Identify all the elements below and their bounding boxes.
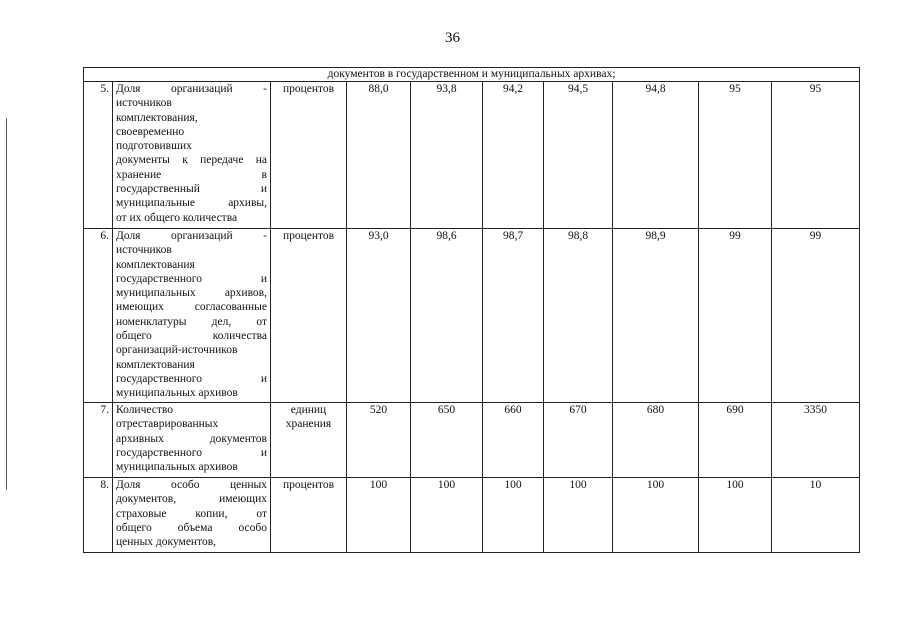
value-cell: 680 [613, 403, 699, 478]
value-cell: 100 [613, 478, 699, 553]
indicator-name-line: источников [116, 97, 172, 110]
continuation-text: документов в государственном и муниципальных архивах; [84, 68, 860, 82]
indicator-name-line: ценных документов, [116, 536, 217, 549]
value-cell: 670 [544, 403, 613, 478]
value-cell: 100 [411, 478, 483, 553]
indicator-name-line: архивных документов [116, 432, 267, 445]
indicators-table [83, 67, 860, 553]
table-row [84, 229, 860, 403]
indicator-name-line: имеющих согласованные [116, 301, 267, 314]
unit-line: процентов [282, 230, 335, 242]
value-cell: 95 [772, 82, 860, 229]
value-cell: 94,2 [483, 82, 544, 229]
value-cell: 99 [772, 229, 860, 403]
unit-line: процентов [282, 479, 335, 491]
indicator-name-line: государственного и [116, 272, 267, 285]
value-cell: 94,5 [544, 82, 613, 229]
indicator-name-line: комплектования [116, 258, 195, 271]
indicator-name-line: муниципальные архивы, [116, 197, 267, 210]
indicator-name [113, 229, 271, 403]
row-number: 6. [84, 229, 113, 403]
indicator-name-line: страховые копии, от [116, 507, 267, 520]
indicator-name-line: Количество [116, 404, 173, 416]
indicator-name-line: общего объема особо [116, 521, 267, 534]
indicator-name-line: комплектования [116, 358, 195, 371]
unit-cell [271, 82, 347, 229]
row-number: 8. [84, 478, 113, 553]
unit-cell [271, 403, 347, 478]
value-cell: 100 [699, 478, 772, 553]
indicator-name-line: подготовивших [116, 140, 192, 153]
value-cell: 650 [411, 403, 483, 478]
unit-cell [271, 229, 347, 403]
indicator-name-line: государственного и [116, 446, 267, 459]
indicator-name-line: Доля организаций - [116, 230, 267, 242]
value-cell: 660 [483, 403, 544, 478]
table-row [84, 478, 860, 553]
value-cell: 99 [699, 229, 772, 403]
indicator-name-line: от их общего количества [116, 211, 238, 224]
value-cell: 100 [483, 478, 544, 553]
indicator-name-line: номенклатуры дел, от [116, 315, 267, 328]
unit-line: процентов [282, 83, 335, 95]
value-cell: 100 [544, 478, 613, 553]
indicator-name-line: документы к передаче на [116, 154, 267, 167]
indicator-name-line: муниципальных архивов [116, 387, 238, 400]
indicator-name-line: своевременно [116, 125, 185, 138]
unit-line: единиц [290, 404, 327, 416]
continuation-row [84, 68, 860, 82]
page-number: 36 [445, 30, 460, 46]
value-cell: 88,0 [347, 82, 411, 229]
table-row [84, 82, 860, 229]
row-number: 7. [84, 403, 113, 478]
indicator-name-line: общего количества [116, 330, 267, 343]
value-cell: 98,8 [544, 229, 613, 403]
value-cell: 3350 [772, 403, 860, 478]
value-cell: 98,7 [483, 229, 544, 403]
unit-line: хранения [285, 418, 332, 431]
indicator-name-line: источников [116, 244, 172, 257]
value-cell: 93,8 [411, 82, 483, 229]
indicator-name-line: документов, имеющих [116, 493, 267, 506]
value-cell: 520 [347, 403, 411, 478]
value-cell: 95 [699, 82, 772, 229]
value-cell: 98,6 [411, 229, 483, 403]
indicator-name-line: отреставрированных [116, 418, 219, 431]
indicator-name-line: хранение в [116, 168, 267, 181]
value-cell: 10 [772, 478, 860, 553]
value-cell: 94,8 [613, 82, 699, 229]
indicator-name [113, 82, 271, 229]
value-cell: 100 [347, 478, 411, 553]
unit-cell [271, 478, 347, 553]
indicator-name-line: комплектования, [116, 111, 198, 124]
indicator-name-line: Доля организаций - [116, 83, 267, 95]
indicator-name-line: муниципальных архивов [116, 461, 238, 474]
value-cell: 98,9 [613, 229, 699, 403]
value-cell: 93,0 [347, 229, 411, 403]
indicator-name-line: организаций-источников [116, 344, 238, 357]
table-row [84, 403, 860, 478]
value-cell: 690 [699, 403, 772, 478]
indicator-name-line: государственного и [116, 372, 267, 385]
indicator-name-line: Доля особо ценных [116, 479, 267, 491]
row-number: 5. [84, 82, 113, 229]
indicator-name-line: муниципальных архивов, [116, 287, 267, 300]
indicator-name-line: государственный и [116, 183, 267, 196]
margin-line [6, 118, 7, 490]
indicator-name [113, 403, 271, 478]
indicator-name [113, 478, 271, 553]
